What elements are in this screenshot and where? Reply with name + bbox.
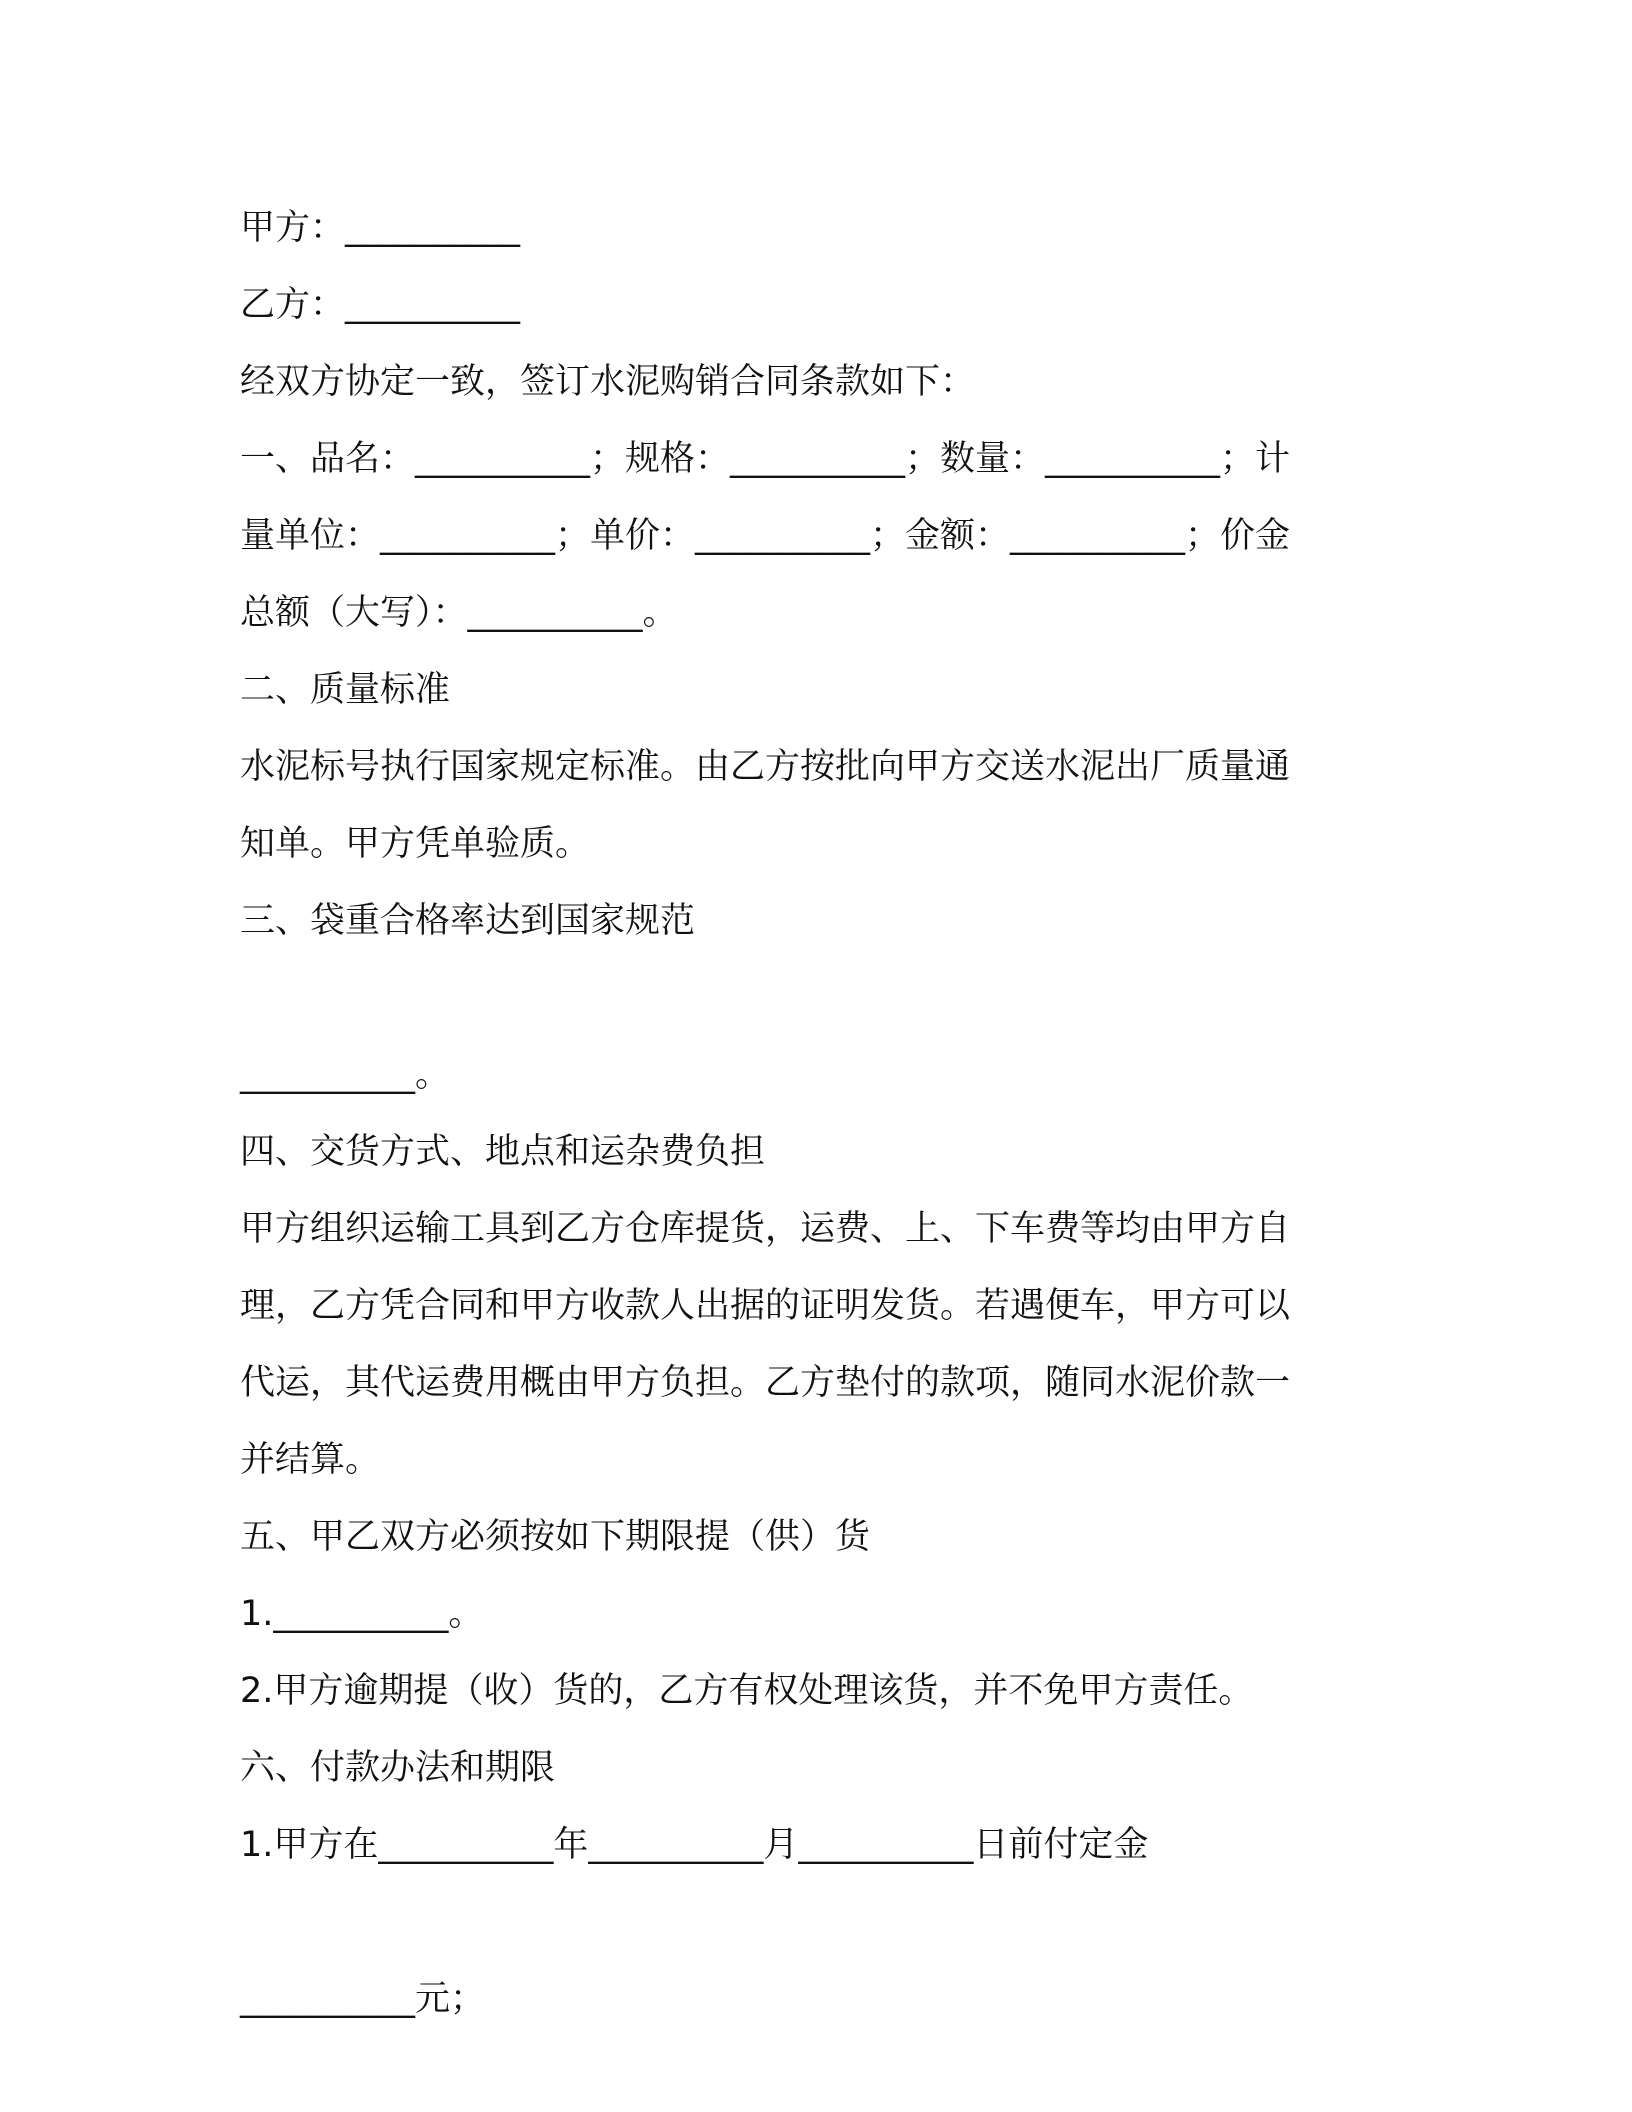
clause-4-heading: 四、交货方式、地点和运杂费负担 [240,1132,766,1172]
spacer [240,1884,1360,1961]
spacer [240,960,1360,1037]
clause-5-heading: 五、甲乙双方必须按如下期限提（供）货 [240,1517,871,1557]
intro-line: 经双方协定一致，签订水泥购销合同条款如下： [240,362,976,402]
party-b-line: 乙方：__________ [240,285,521,325]
party-a-line: 甲方：__________ [240,208,521,248]
clause-1-line-2: 量单位：__________；单价：__________；金额：__________；价金 [240,516,1291,556]
clause-6-heading: 六、付款办法和期限 [240,1748,556,1788]
contract-page [240,190,1360,2038]
clause-2-body-line-1: 水泥标号执行国家规定标准。由乙方按批向甲方交送水泥出厂质量通 [240,747,1291,787]
clause-4-body-line-1: 甲方组织运输工具到乙方仓库提货，运费、上、下车费等均由甲方自 [240,1209,1291,1249]
clause-3-blank: __________。 [240,1055,451,1095]
clause-2-body-line-2: 知单。甲方凭单验质。 [240,824,591,864]
clause-4-body-line-2: 理，乙方凭合同和甲方收款人出据的证明发货。若遇便车，甲方可以 [240,1286,1291,1326]
clause-5-item-1: 1.__________。 [240,1594,484,1634]
clause-6-item-1-continued: __________元； [240,1979,486,2019]
clause-3-heading: 三、袋重合格率达到国家规范 [240,901,696,941]
clause-2-heading: 二、质量标准 [240,670,451,710]
clause-4-body-line-3: 代运，其代运费用概由甲方负担。乙方垫付的款项，随同水泥价款一 [240,1363,1291,1403]
clause-5-item-2: 2.甲方逾期提（收）货的，乙方有权处理该货，并不免甲方责任。 [240,1671,1254,1711]
clause-1-line-3: 总额（大写）：__________。 [240,593,678,633]
clause-1-line-1: 一、品名：__________；规格：__________；数量：__________；计 [240,439,1291,479]
clause-4-body-line-4: 并结算。 [240,1440,381,1480]
clause-6-item-1: 1.甲方在__________年__________月__________日前付定金 [240,1825,1149,1865]
